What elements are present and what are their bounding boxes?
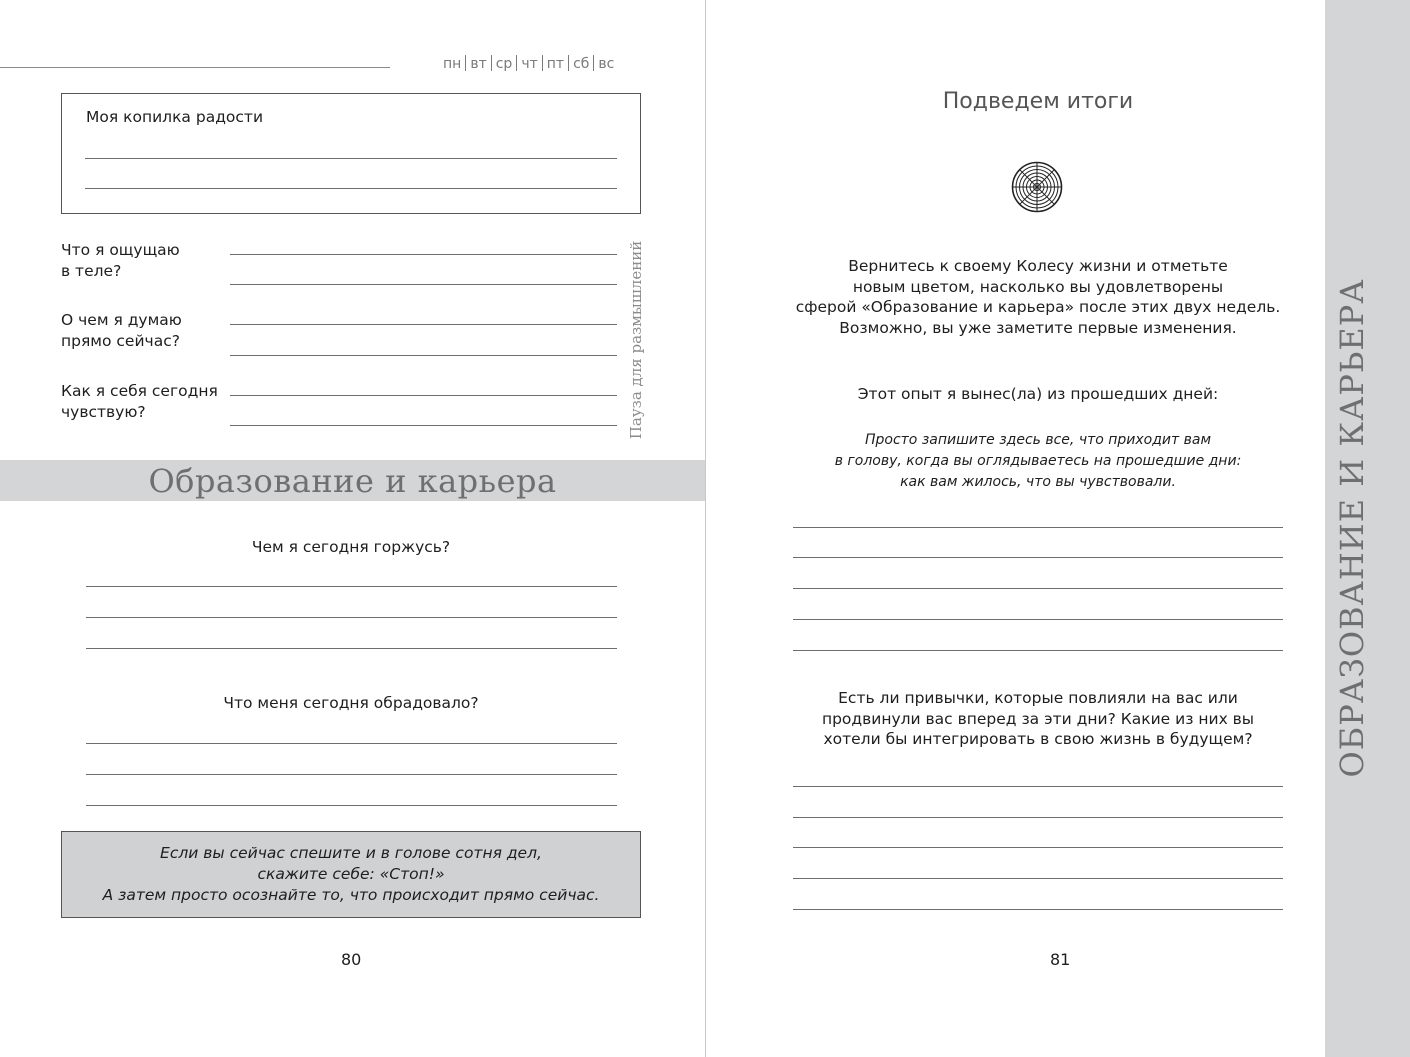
- write-line[interactable]: [86, 805, 617, 806]
- side-tab-label: ОБРАЗОВАНИЕ И КАРЬЕРА: [1333, 278, 1371, 778]
- hint-line: в голову, когда вы оглядываетесь на прошедшие дни:: [834, 453, 1242, 469]
- thoughts-question: [61, 310, 182, 352]
- paragraph-line: Есть ли привычки, которые повлияли на вас или: [838, 689, 1238, 707]
- question-line: в теле?: [61, 262, 122, 280]
- hint-line: как вам жилось, что вы чувствовали.: [900, 474, 1176, 490]
- weekday-separator: [542, 55, 543, 71]
- write-line[interactable]: [86, 617, 617, 618]
- weekday-sun[interactable]: вс: [598, 56, 615, 72]
- write-line[interactable]: [86, 743, 617, 744]
- question-line: Что я ощущаю: [61, 241, 180, 259]
- write-line[interactable]: [793, 650, 1283, 651]
- paragraph-line: сферой «Образование и карьера» после этих двух недель.: [795, 298, 1281, 316]
- write-line[interactable]: [230, 324, 617, 325]
- tip-line: А затем просто осознайте то, что происходит прямо сейчас.: [102, 886, 600, 904]
- paragraph-line: хотели бы интегрировать в свою жизнь в будущем?: [823, 730, 1253, 748]
- question-line: О чем я думаю: [61, 311, 182, 329]
- joy-jar-title: Моя копилка радости: [86, 108, 264, 126]
- pause-label: Пауза для размышлений: [627, 240, 645, 440]
- weekday-separator: [465, 55, 466, 71]
- intro-paragraph: [706, 256, 1370, 338]
- write-line[interactable]: [793, 527, 1283, 528]
- right-page: [706, 0, 1410, 1057]
- write-line[interactable]: [793, 557, 1283, 558]
- write-line[interactable]: [230, 425, 617, 426]
- weekday-fri[interactable]: пт: [546, 56, 565, 72]
- date-line: [0, 67, 390, 68]
- mood-question: [61, 381, 218, 423]
- paragraph-line: новым цветом, насколько вы удовлетворены: [852, 277, 1224, 296]
- write-line[interactable]: [230, 395, 617, 396]
- section-title: Образование и карьера: [148, 462, 557, 500]
- joy-jar-box: [61, 93, 641, 214]
- write-line[interactable]: [793, 817, 1283, 818]
- weekday-separator: [593, 55, 594, 71]
- hint-paragraph: [706, 430, 1370, 493]
- paragraph-line: продвинули вас вперед за эти дни? Какие из них вы: [821, 709, 1255, 728]
- question-line: Как я себя сегодня: [61, 382, 218, 400]
- write-line[interactable]: [793, 847, 1283, 848]
- write-line[interactable]: [230, 254, 617, 255]
- weekday-mon[interactable]: пн: [443, 56, 462, 72]
- page-number: 81: [1050, 950, 1071, 969]
- write-line[interactable]: [86, 774, 617, 775]
- write-line[interactable]: [85, 158, 617, 159]
- tip-line: Если вы сейчас спешите и в голове сотня дел,: [160, 844, 542, 862]
- write-line[interactable]: [86, 648, 617, 649]
- hint-line: Просто запишите здесь все, что приходит вам: [864, 432, 1212, 448]
- habits-question: [706, 688, 1370, 750]
- summary-title: Подведем итоги: [942, 89, 1134, 114]
- tip-line: скажите себе: «Стоп!»: [257, 865, 445, 883]
- write-line[interactable]: [230, 355, 617, 356]
- weekday-thu[interactable]: чт: [521, 56, 538, 72]
- paragraph-line: Вернитесь к своему Колесу жизни и отметьте: [848, 257, 1228, 275]
- write-line[interactable]: [793, 909, 1283, 910]
- weekday-separator: [516, 55, 517, 71]
- experience-prompt: Этот опыт я вынес(ла) из прошедших дней:: [857, 385, 1219, 403]
- weekday-selector: [443, 55, 614, 72]
- write-line[interactable]: [230, 284, 617, 285]
- weekday-separator: [491, 55, 492, 71]
- write-line[interactable]: [85, 188, 617, 189]
- weekday-sat[interactable]: сб: [573, 56, 590, 72]
- joy-question: Что меня сегодня обрадовало?: [223, 694, 479, 712]
- write-line[interactable]: [86, 586, 617, 587]
- question-line: прямо сейчас?: [61, 332, 180, 350]
- weekday-wed[interactable]: ср: [495, 56, 513, 72]
- write-line[interactable]: [793, 619, 1283, 620]
- write-line[interactable]: [793, 878, 1283, 879]
- write-line[interactable]: [793, 786, 1283, 787]
- body-feeling-question: [61, 240, 180, 282]
- stop-tip-box: [61, 831, 641, 918]
- weekday-separator: [568, 55, 569, 71]
- page-number: 80: [341, 950, 362, 969]
- weekday-tue[interactable]: вт: [470, 56, 487, 72]
- wheel-of-life-icon: [1011, 161, 1063, 213]
- section-band: [0, 460, 705, 501]
- paragraph-line: Возможно, вы уже заметите первые изменения.: [839, 318, 1237, 337]
- write-line[interactable]: [793, 588, 1283, 589]
- question-line: чувствую?: [61, 403, 146, 421]
- pride-question: Чем я сегодня горжусь?: [251, 538, 451, 556]
